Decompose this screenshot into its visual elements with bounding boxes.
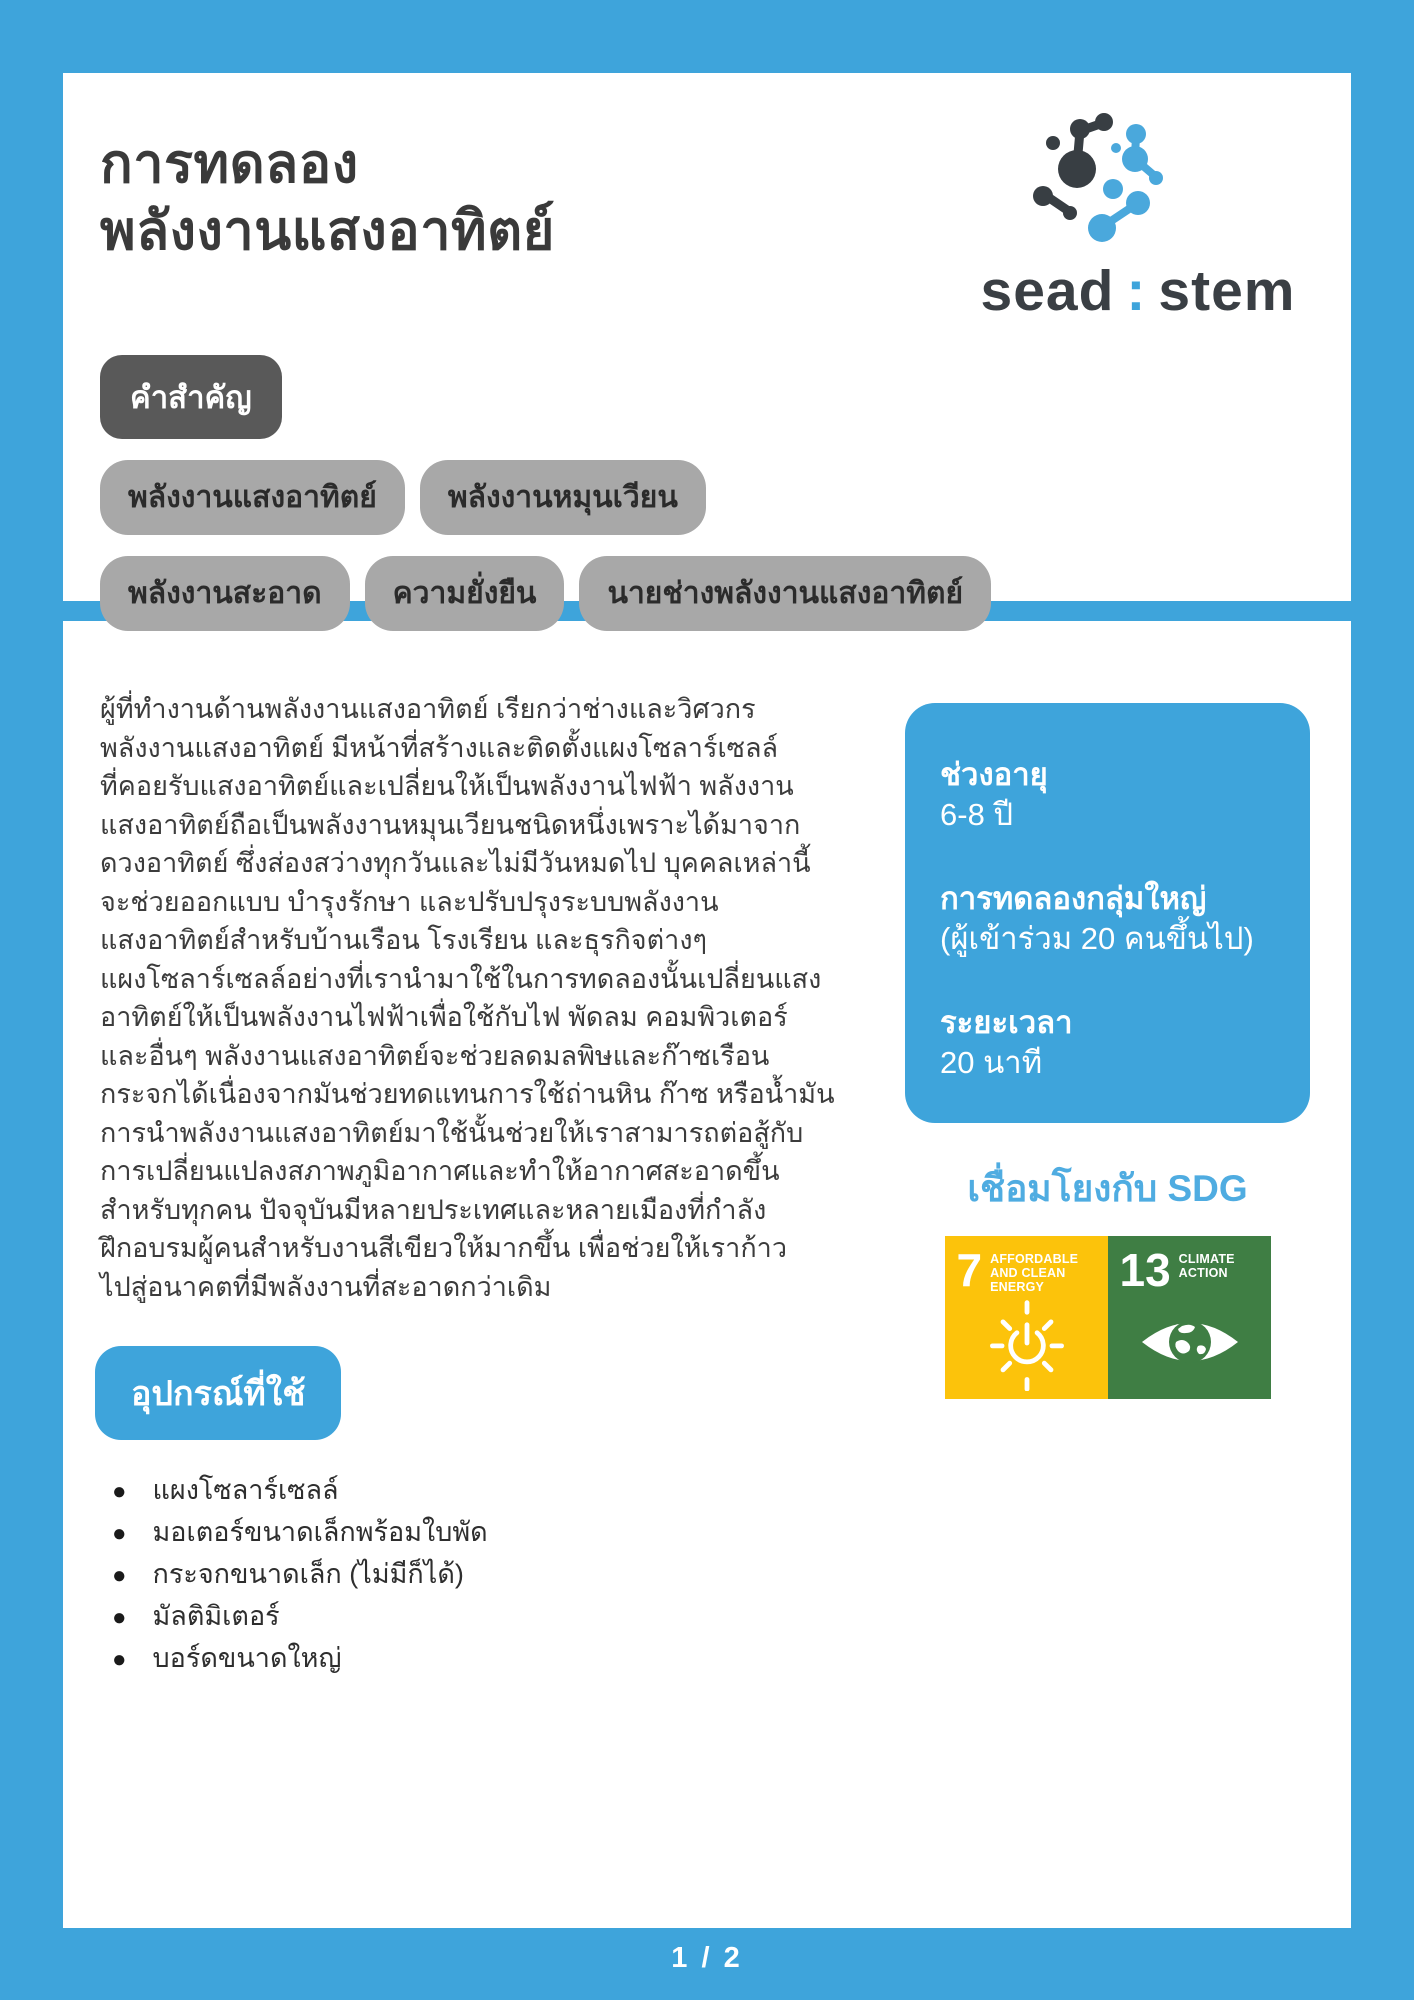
logo-text-left: sead bbox=[980, 259, 1115, 323]
title-line-1: การทดลอง bbox=[100, 134, 359, 194]
sdg-number: 13 bbox=[1119, 1244, 1171, 1296]
sdg-number: 7 bbox=[956, 1244, 983, 1296]
paragraph-line: แสงอาทิตย์ถือเป็นพลังงานหมุนเวียนชนิดหนึ่งเพราะได้มาจาก bbox=[100, 809, 801, 840]
paragraph-line: แผงโซลาร์เซลล์อย่างที่เรานำมาใช้ในการทดลองนั้นเปลี่ยนแสง bbox=[100, 963, 822, 994]
logo-text-right: stem bbox=[1158, 259, 1296, 323]
keyword-pill: นายช่างพลังงานแสงอาทิตย์ bbox=[579, 556, 991, 631]
list-item bbox=[112, 1512, 700, 1554]
paragraph-line: ไปสู่อนาคตที่มีพลังงานที่สะอาดกว่าเดิม bbox=[100, 1271, 552, 1302]
keyword-pill: พลังงานหมุนเวียน bbox=[420, 460, 706, 535]
keyword-row-1 bbox=[100, 460, 1311, 535]
bullet-icon: ● bbox=[112, 1646, 127, 1673]
info-label: การทดลองกลุ่มใหญ่ bbox=[940, 881, 1207, 916]
logo-colon: : bbox=[1126, 259, 1147, 323]
keyword-row-2 bbox=[100, 556, 1311, 631]
paragraph-line: แสงอาทิตย์สำหรับบ้านเรือน โรงเรียน และธุรกิจต่างๆ bbox=[100, 925, 708, 955]
equipment-item-label: แผงโซลาร์เซลล์ bbox=[152, 1475, 339, 1505]
content-card bbox=[63, 621, 1351, 1928]
info-label: ช่วงอายุ bbox=[940, 757, 1048, 792]
info-item bbox=[940, 1003, 1275, 1083]
sdg13-climate-icon bbox=[1120, 1292, 1261, 1391]
info-value: 20 นาที bbox=[940, 1045, 1043, 1080]
page-number: 1 / 2 bbox=[671, 1942, 743, 1974]
bullet-icon: ● bbox=[112, 1562, 127, 1589]
logo-wordmark bbox=[981, 258, 1296, 324]
equipment-badge: อุปกรณ์ที่ใช้ bbox=[95, 1346, 341, 1440]
bullet-icon: ● bbox=[112, 1478, 127, 1505]
bullet-icon: ● bbox=[112, 1520, 127, 1547]
equipment-item-label: มอเตอร์ขนาดเล็กพร้อมใบพัด bbox=[152, 1517, 488, 1547]
list-item bbox=[112, 1638, 700, 1680]
list-item bbox=[112, 1554, 700, 1596]
list-item bbox=[112, 1470, 700, 1512]
left-column bbox=[100, 676, 835, 1928]
paragraph-line: และอื่นๆ พลังงานแสงอาทิตย์จะช่วยลดมลพิษและก๊าซเรือน bbox=[100, 1040, 770, 1071]
brand-logo bbox=[973, 91, 1303, 324]
bullet-icon: ● bbox=[112, 1604, 127, 1631]
equipment-item-label: กระจกขนาดเล็ก (ไม่มีก็ได้) bbox=[152, 1559, 464, 1589]
equipment-item-label: บอร์ดขนาดใหญ่ bbox=[152, 1643, 342, 1673]
info-panel bbox=[905, 703, 1310, 1123]
sdg-heading: เชื่อมโยงกับ SDG bbox=[967, 1168, 1248, 1209]
list-item bbox=[112, 1596, 700, 1638]
equipment-list bbox=[100, 1470, 700, 1680]
keywords-badge: คำสำคัญ bbox=[100, 355, 282, 439]
sdg7-energy-icon bbox=[957, 1294, 1098, 1391]
sdg-tiles bbox=[905, 1236, 1310, 1399]
paragraph-line: การเปลี่ยนแปลงสภาพภูมิอากาศและทำให้อากาศสะอาดขึ้น bbox=[100, 1156, 780, 1186]
paragraph-line: ดวงอาทิตย์ ซึ่งส่องสว่างทุกวันและไม่มีวันหมดไป บุคคลเหล่านี้ bbox=[100, 848, 811, 878]
right-column bbox=[905, 676, 1310, 1928]
info-item bbox=[940, 755, 1275, 835]
paragraph-line: อาทิตย์ให้เป็นพลังงานไฟฟ้าเพื่อใช้กับไฟ พัดลม คอมพิวเตอร์ bbox=[100, 1002, 788, 1032]
sdg-title: AFFORDABLE AND CLEAN ENERGY bbox=[990, 1252, 1079, 1294]
sdg-title: CLIMATE ACTION bbox=[1178, 1252, 1235, 1280]
paragraph-line: พลังงานแสงอาทิตย์ มีหน้าที่สร้างและติดตั้งแผงโซลาร์เซลล์ bbox=[100, 732, 779, 763]
info-value: 6-8 ปี bbox=[940, 797, 1014, 832]
title-line-2: พลังงานแสงอาทิตย์ bbox=[100, 201, 555, 261]
keyword-pill: ความยั่งยืน bbox=[365, 556, 565, 631]
paragraph-line: ที่คอยรับแสงอาทิตย์และเปลี่ยนให้เป็นพลังงานไฟฟ้า พลังงาน bbox=[100, 771, 794, 801]
info-item bbox=[940, 879, 1275, 959]
sdg-tile-13 bbox=[1108, 1236, 1271, 1399]
paragraph-line: จะช่วยออกแบบ บำรุงรักษา และปรับปรุงระบบพลังงาน bbox=[100, 886, 719, 917]
header-card bbox=[63, 73, 1351, 610]
paragraph-line: ฝึกอบรมผู้คนสำหรับงานสีเขียวให้มากขึ้น เพื่อช่วยให้เราก้าว bbox=[100, 1233, 787, 1263]
equipment-item-label: มัลติมิเตอร์ bbox=[152, 1601, 280, 1631]
sdg-tile-7 bbox=[945, 1236, 1108, 1399]
paragraph-line: การนำพลังงานแสงอาทิตย์มาใช้นั้นช่วยให้เราสามารถต่อสู้กับ bbox=[100, 1117, 804, 1148]
intro-paragraph bbox=[100, 690, 835, 1306]
info-label: ระยะเวลา bbox=[940, 1005, 1073, 1040]
paragraph-line: ผู้ที่ทำงานด้านพลังงานแสงอาทิตย์ เรียกว่าช่างและวิศวกร bbox=[100, 694, 756, 724]
keyword-pill: พลังงานแสงอาทิตย์ bbox=[100, 460, 405, 535]
paragraph-line: กระจกได้เนื่องจากมันช่วยทดแทนการใช้ถ่านหิน ก๊าซ หรือน้ำมัน bbox=[100, 1079, 835, 1109]
page-footer bbox=[63, 1928, 1351, 2000]
molecule-icon bbox=[1023, 91, 1253, 264]
info-value: (ผู้เข้าร่วม 20 คนขึ้นไป) bbox=[940, 921, 1254, 956]
paragraph-line: สำหรับทุกคน ปัจจุบันมีหลายประเทศและหลายเมืองที่กำลัง bbox=[100, 1194, 767, 1225]
keyword-pill: พลังงานสะอาด bbox=[100, 556, 350, 631]
